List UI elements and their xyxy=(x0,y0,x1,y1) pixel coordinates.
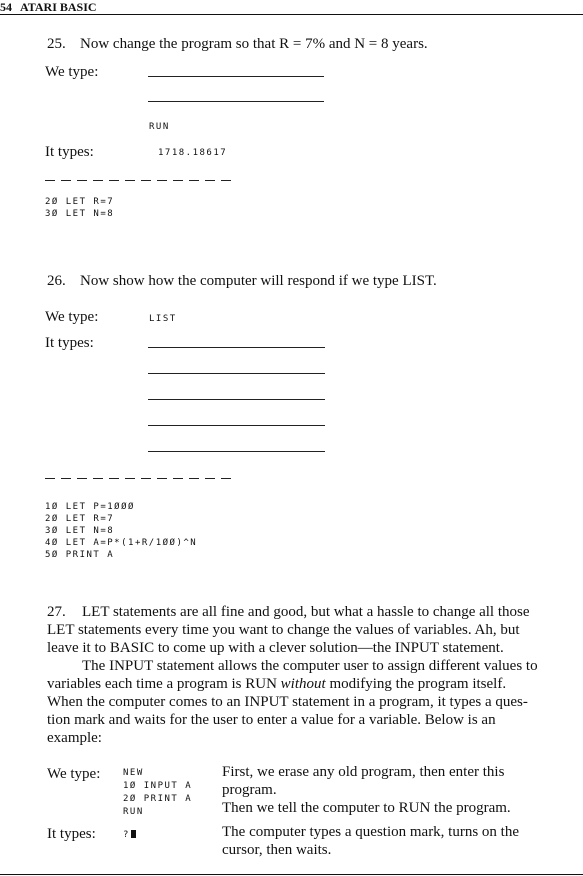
q27-para2-line-1: The INPUT statement allows the computer user to assign different values to xyxy=(82,658,538,674)
q27-code-line-4: RUN xyxy=(123,807,144,817)
q25-it-types-label: It types: xyxy=(45,144,94,160)
page-number: 54 xyxy=(0,0,12,14)
q27-code-line-2: 1Ø INPUT A xyxy=(123,781,193,791)
q27-para2-line-3: When the computer comes to an INPUT statement in a program, it types a ques- xyxy=(47,694,528,710)
q25-answer-line-1: 2Ø LET R=7 xyxy=(45,197,115,207)
q27-para2-line-4: tion mark and waits for the user to enter a value for a variable. Below is an xyxy=(47,712,496,728)
footer-rule xyxy=(0,874,583,875)
header-rule xyxy=(0,14,583,15)
q27-para2-line-2: variables each time a program is RUN without modifying the program itself. xyxy=(47,676,507,692)
q27-explain-3: The computer types a question mark, turns on the cursor, then waits. xyxy=(222,824,520,858)
q26-blank-line-3 xyxy=(148,399,325,400)
q26-blank-line-5 xyxy=(148,451,325,452)
q27-prompt-output xyxy=(123,830,136,841)
q27-para1-line-2: LET statements every time you want to change the values of variables. Ah, but xyxy=(47,622,520,638)
q26-answer-separator xyxy=(45,478,240,480)
q26-answer-line-2: 2Ø LET R=7 xyxy=(45,514,115,524)
running-head: ATARI BASIC xyxy=(20,0,97,14)
q25-blank-line-2 xyxy=(148,101,324,102)
q26-answer-line-5: 5Ø PRINT A xyxy=(45,550,115,560)
q26-number: 26. xyxy=(47,273,66,289)
q25-prompt: Now change the program so that R = 7% and N = 8 years. xyxy=(80,36,428,52)
q27-code-line-1: NEW xyxy=(123,768,144,778)
q26-answer-line-1: 1Ø LET P=1ØØØ xyxy=(45,502,135,512)
q27-number: 27. xyxy=(47,604,66,620)
q26-blank-line-1 xyxy=(148,347,325,348)
q25-output: 1718.18617 xyxy=(158,148,228,158)
q26-blank-line-2 xyxy=(148,373,325,374)
q25-number: 25. xyxy=(47,36,66,52)
q27-explain-1: First, we erase any old program, then enter this program. xyxy=(222,764,505,798)
q27-we-type-label: We type: xyxy=(47,766,101,782)
q25-run-text: RUN xyxy=(149,122,170,132)
q25-we-type-label: We type: xyxy=(45,64,99,80)
question-mark: ? xyxy=(123,830,130,840)
q26-prompt: Now show how the computer will respond if we type LIST. xyxy=(80,273,437,289)
q27-explain-2: Then we tell the computer to RUN the program. xyxy=(222,800,511,816)
q26-answer-line-4: 4Ø LET A=P*(1+R/1ØØ)^N xyxy=(45,538,198,548)
q25-answer-line-2: 3Ø LET N=8 xyxy=(45,209,115,219)
q26-we-type-label: We type: xyxy=(45,309,99,325)
q26-blank-line-4 xyxy=(148,425,325,426)
cursor-block-icon xyxy=(131,830,136,838)
q26-it-types-label: It types: xyxy=(45,335,94,351)
q27-para2-line-5: example: xyxy=(47,730,102,746)
q27-para1-line-3: leave it to BASIC to come up with a clever solution—the INPUT statement. xyxy=(47,640,504,656)
emphasis-without: without xyxy=(280,676,326,692)
q25-answer-separator xyxy=(45,180,240,182)
q26-list-text: LIST xyxy=(149,314,177,324)
q27-it-types-label: It types: xyxy=(47,826,96,842)
q26-answer-line-3: 3Ø LET N=8 xyxy=(45,526,115,536)
q27-code-line-3: 2Ø PRINT A xyxy=(123,794,193,804)
q25-blank-line-1 xyxy=(148,76,324,77)
q27-para1-line-1: LET statements are all fine and good, but what a hassle to change all those xyxy=(82,604,530,620)
